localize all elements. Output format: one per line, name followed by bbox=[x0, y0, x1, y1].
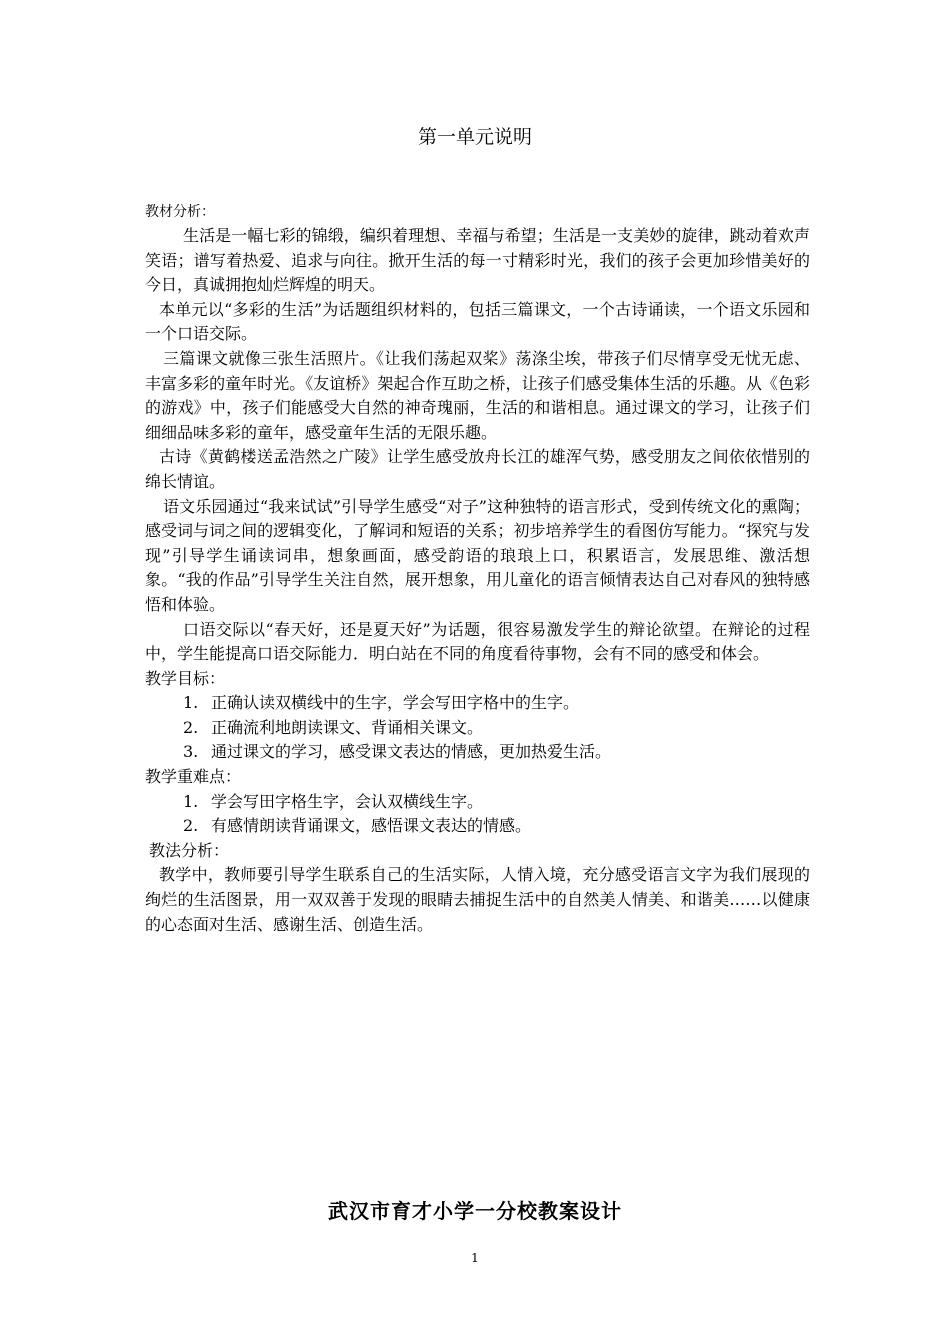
school-footer-title: 武汉市育才小学一分校教案设计 bbox=[328, 1199, 622, 1223]
page-title: 第一单元说明 bbox=[417, 126, 532, 148]
list-item-number: 1. bbox=[183, 693, 199, 713]
paragraph: 古诗《黄鹤楼送孟浩然之广陵》让学生感受放舟长江的雄浑气势，感受朋友之间依依惜别的绵长情谊。 bbox=[145, 447, 810, 491]
list-item bbox=[145, 691, 810, 716]
paragraph: 语文乐园通过“我来试试”引导学生感受“对子”这种独特的语言形式，受到传统文化的熏陶；感受词与词之间的逻辑变化，了解词和短语的关系；初步培养学生的看图仿写能力。“探究与发现”引导学生诵读词串，想象画面，感受韵语的琅琅上口，积累语言，发展思维、激活想象。“我的作品”引导学生关注自然，展开想象，用儿童化的语言倾情表达自己对春风的独特感悟和体验。 bbox=[145, 496, 810, 614]
list-item bbox=[145, 814, 810, 839]
difficulties-list bbox=[145, 790, 810, 839]
list-item-number: 1. bbox=[183, 791, 199, 811]
list-item-number: 3. bbox=[183, 742, 199, 762]
list-item-text: 通过课文的学习，感受课文表达的情感，更加热爱生活。 bbox=[211, 742, 612, 762]
section-heading-analysis: 教材分析： bbox=[145, 204, 215, 220]
list-item-text: 学会写田字格生字，会认双横线生字。 bbox=[211, 791, 484, 811]
section-heading-goals: 教学目标： bbox=[145, 668, 226, 688]
paragraph: 口语交际以“春天好，还是夏天好”为话题，很容易激发学生的辩论欲望。在辩论的过程中，学生能提高口语交际能力．明白站在不同的角度看待事物，会有不同的感受和体会。 bbox=[145, 619, 810, 664]
section-heading-difficulties: 教学重难点： bbox=[145, 767, 242, 787]
list-item-text: 有感情朗读背诵课文，感悟课文表达的情感。 bbox=[211, 816, 532, 836]
paragraph: 教学中，教师要引导学生联系自己的生活实际，人情入境，充分感受语言文字为我们展现的绚烂的生活图景，用一双双善于发现的眼睛去捕捉生活中的自然美人情美、和谐美……以健康的心态面对生活、感谢生活、创造生活。 bbox=[145, 865, 810, 934]
list-item bbox=[145, 716, 810, 741]
goals-list bbox=[145, 691, 810, 765]
paragraph: 生活是一幅七彩的锦缎，编织着理想、幸福与希望；生活是一支美妙的旋律，跳动着欢声笑语；谱写着热爱、追求与向往。掀开生活的每一寸精彩时光，我们的孩子会更加珍惜美好的今日，真诚拥抱灿烂辉煌的明天。 bbox=[145, 226, 810, 295]
section-heading-method: 教法分析： bbox=[149, 840, 230, 860]
document-body bbox=[145, 200, 810, 937]
paragraph: 本单元以“多彩的生活”为话题组织材料的，包括三篇课文，一个古诗诵读，一个语文乐园和一个口语交际。 bbox=[145, 299, 810, 344]
list-item-text: 正确认读双横线中的生字，学会写田字格中的生字。 bbox=[211, 693, 580, 713]
list-item bbox=[145, 790, 810, 815]
list-item-number: 2. bbox=[183, 717, 199, 737]
list-item-text: 正确流利地朗读课文、背诵相关课文。 bbox=[211, 717, 484, 737]
page-number: 1 bbox=[471, 1251, 479, 1265]
list-item-number: 2. bbox=[183, 816, 199, 836]
paragraph: 三篇课文就像三张生活照片。《让我们荡起双桨》荡涤尘埃，带孩子们尽情享受无忧无虑、丰富多彩的童年时光。《友谊桥》架起合作互助之桥，让孩子们感受集体生活的乐趣。从《色彩的游戏》中，孩子们能感受大自然的神奇瑰丽，生活的和谐相息。通过课文的学习，让孩子们细细品味多彩的童年，感受童年生活的无限乐趣。 bbox=[145, 348, 810, 442]
list-item bbox=[145, 740, 810, 765]
